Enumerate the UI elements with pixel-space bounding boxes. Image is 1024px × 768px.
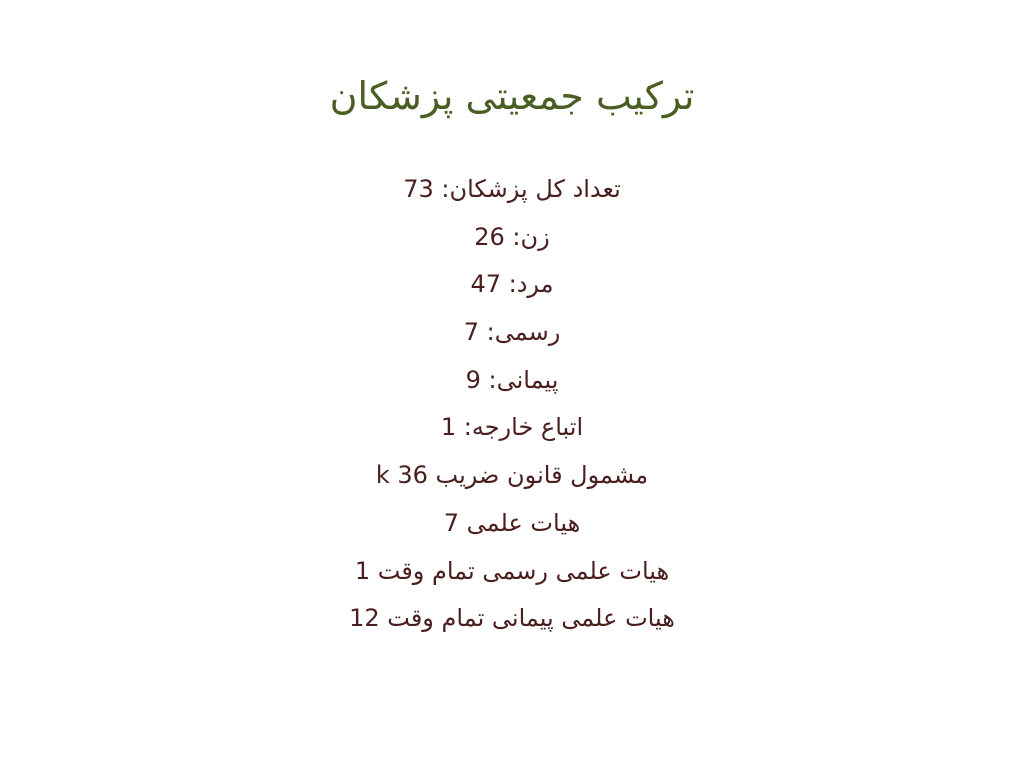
line-faculty-official-fulltime: هیات علمی رسمی تمام وقت 1 <box>354 556 670 585</box>
line-k-coefficient: مشمول قانون ضریب k 36 <box>375 461 649 490</box>
line-male: مرد: 47 <box>470 270 554 299</box>
slide-body-list <box>0 166 1024 643</box>
line-official: رسمی: 7 <box>463 318 561 347</box>
line-faculty-contractual-fulltime: هیات علمی پیمانی تمام وقت 12 <box>349 604 675 633</box>
slide-title: ترکیب جمعیتی پزشکان <box>329 74 695 118</box>
line-contractual: پیمانی: 9 <box>465 365 559 394</box>
line-foreign-nationals: اتباع خارجه: 1 <box>440 413 584 442</box>
line-female: زن: 26 <box>474 222 550 251</box>
line-faculty: هیات علمی 7 <box>443 508 581 537</box>
line-total-physicians: تعداد کل پزشکان: 73 <box>403 175 621 203</box>
